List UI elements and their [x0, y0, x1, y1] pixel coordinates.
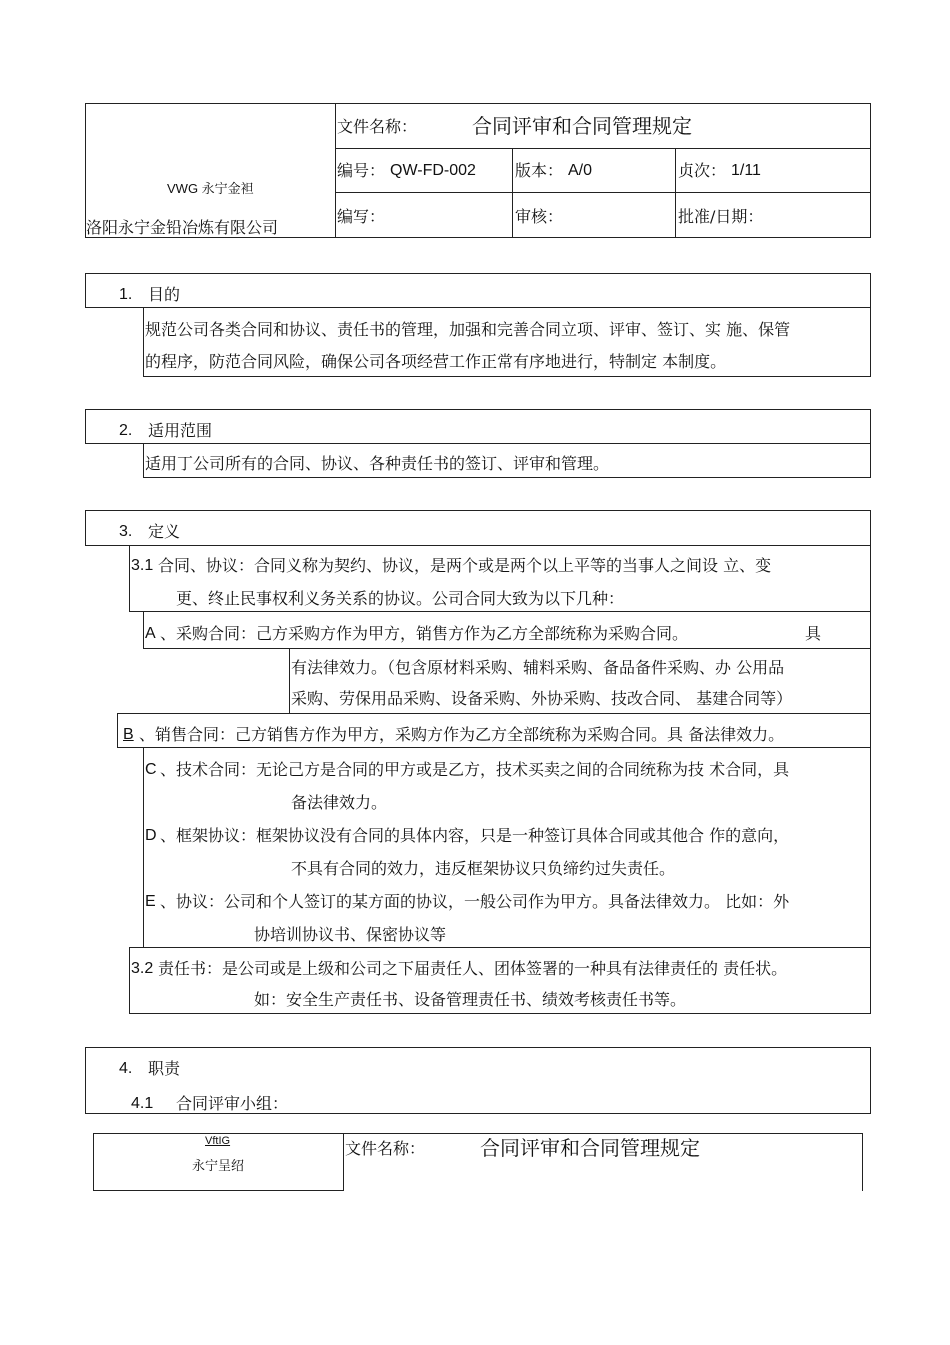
section-3-heading — [85, 510, 871, 546]
definition-3-1-number: 3.1 — [131, 557, 154, 574]
page-value: 1/11 — [731, 162, 761, 179]
page-label: 贞次： — [678, 161, 727, 180]
number-label: 编号： — [337, 161, 386, 180]
section-2-number: 2. — [119, 422, 133, 439]
section-4-1-title: 合同评审小组： — [176, 1094, 289, 1113]
section-1-line-1: 规范公司各类合同和协议、责任书的管理，加强和完善合同立项、评审、签订、实 施、保管 — [145, 320, 791, 339]
section-4-1-number: 4.1 — [131, 1095, 154, 1112]
definition-d-line-1: 、框架协议：框架协议没有合同的具体内容，只是一种签订具体合同或其他合 作的意向， — [160, 826, 790, 845]
section-1-number: 1. — [119, 286, 133, 303]
definition-c-letter: C — [145, 761, 157, 778]
header-divider — [335, 103, 336, 238]
author-label: 编写： — [337, 207, 386, 226]
definition-e-line-1: 、协议：公司和个人签订的某方面的协议，一般公司作为甲方。具备法律效力。 比如：外 — [160, 892, 790, 911]
section-4-number: 4. — [119, 1060, 133, 1077]
version-label: 版本： — [515, 161, 564, 180]
definition-a-line-2: 有法律效力。（包含原材料采购、辅料采购、备品备件采购、办 公用品 — [291, 658, 785, 677]
company-logo-text: VWG 永宁金袒 — [167, 181, 254, 196]
approve-label: 批准/日期： — [678, 207, 764, 226]
company-name: 洛阳永宁金铅冶炼有限公司 — [86, 218, 279, 237]
definition-e-line-2: 协培训协议书、保密协议等 — [254, 925, 447, 944]
version-value: A/0 — [568, 162, 593, 179]
section-2-line-1: 适用丁公司所有的合同、协议、各种责任书的签订、评审和管理。 — [145, 454, 610, 473]
definition-a-line-1: 、采购合同：己方采购方作为甲方，销售方作为乙方全部统称为采购合同。 — [160, 624, 689, 643]
footer-document-title: 合同评审和合同管理规定 — [480, 1136, 700, 1160]
definition-3-1-line-1: 合同、协议：合同义称为契约、协议，是两个或是两个以上平等的当事人之间设 立、变 — [158, 556, 772, 575]
definition-a-tail: 具 — [805, 624, 822, 643]
section-3-title: 定义 — [148, 522, 181, 541]
document-title: 合同评审和合同管理规定 — [472, 114, 692, 138]
section-1-heading — [85, 273, 871, 308]
footer-company-name: 永宁呈绍 — [192, 1158, 245, 1173]
definition-3-2-line-1: 责任书：是公司或是上级和公司之下届责任人、团体签署的一种具有法律责任的 责任状。 — [158, 959, 788, 978]
definition-b-line-1: 、销售合同：己方销售方作为甲方，采购方作为乙方全部统称为采购合同。具 备法律效力。 — [139, 725, 785, 744]
definition-a-letter: A — [145, 625, 156, 642]
definition-3-2-number: 3.2 — [131, 960, 154, 977]
section-3-number: 3. — [119, 523, 133, 540]
section-1-title: 目的 — [148, 285, 181, 304]
section-4-title: 职责 — [148, 1059, 181, 1078]
definition-d-letter: D — [145, 827, 157, 844]
definition-3-1-line-2: 更、终止民事权利义务关系的协议。公司合同大致为以下几种： — [176, 589, 625, 608]
file-name-label: 文件名称： — [337, 117, 418, 136]
definition-e-letter: E — [145, 893, 156, 910]
definition-b-letter: B — [123, 726, 134, 743]
document-number: QW-FD-002 — [390, 162, 476, 179]
section-1-line-2: 的程序，防范合同风险，确保公司各项经营工作正常有序地进行，特制定 本制度。 — [145, 352, 727, 371]
section-2-title: 适用范围 — [148, 421, 213, 440]
definition-c-line-1: 、技术合同：无论己方是合同的甲方或是乙方，技术买卖之间的合同统称为技 术合同，具 — [160, 760, 790, 779]
definition-a-line-3: 采购、劳保用品采购、设备采购、外协采购、技改合同、 基建合同等） — [291, 689, 793, 708]
footer-logo-text: VftIG — [205, 1135, 231, 1147]
review-label: 审核： — [515, 207, 564, 226]
definition-3-2-line-2: 如：安全生产责任书、设备管理责任书、绩效考核责任书等。 — [254, 990, 687, 1009]
footer-file-name-label: 文件名称： — [345, 1139, 426, 1158]
definition-d-line-2: 不具有合同的效力，违反框架协议只负缔约过失责任。 — [291, 859, 676, 878]
definition-c-line-2: 备法律效力。 — [291, 793, 388, 812]
